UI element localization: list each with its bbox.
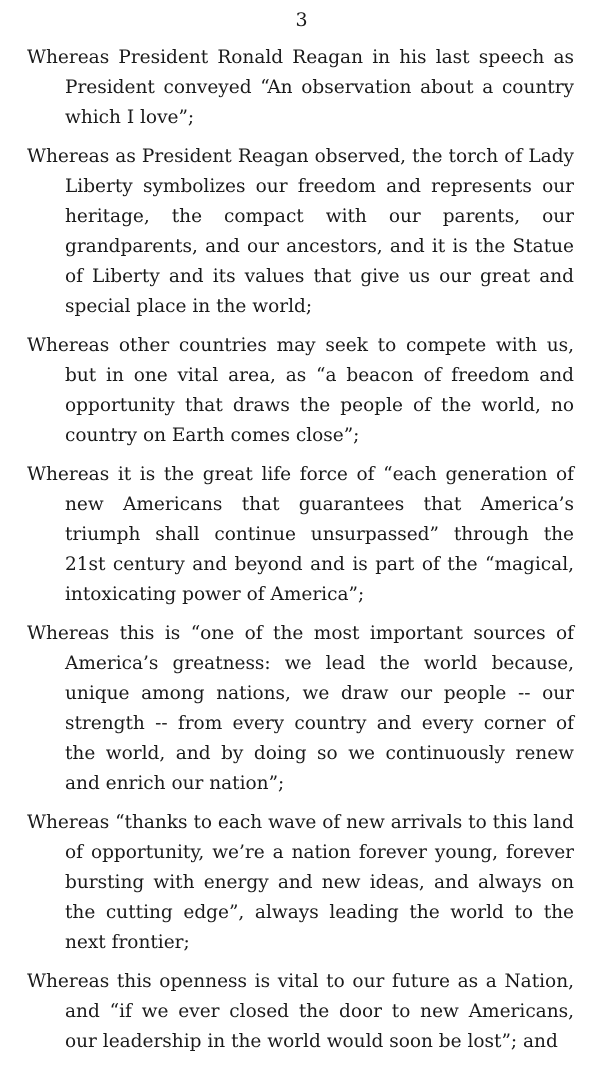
whereas-clause-2: Whereas as President Reagan observed, the torch of Lady Liberty symbolizes our freedom and represents our heritage, the compact with our parents, our grandparents, and our ancestors, and it is the Statue of Liberty and its values that give us our great and special place in the world;	[27, 146, 574, 317]
whereas-clause-7: Whereas this openness is vital to our future as a Nation, and “if we ever closed the door to new Americans, our leadership in the world would soon be lost”; and	[27, 971, 574, 1052]
whereas-clause-6: Whereas “thanks to each wave of new arrivals to this land of opportunity, we’re a nation forever young, forever bursting with energy and new ideas, and always on the cutting edge”, always leading the world to the next frontier;	[27, 812, 574, 953]
page-number: 3	[295, 9, 308, 31]
whereas-clause-4: Whereas it is the great life force of “each generation of new Americans that guarantees that America’s triumph shall continue unsurpassed” through the 21st century and beyond and is part of the “magical, intoxicating power of America”;	[27, 464, 574, 605]
resolution-text	[27, 43, 574, 1066]
whereas-clause-3: Whereas other countries may seek to compete with us, but in one vital area, as “a beacon of freedom and opportunity that draws the people of the world, no country on Earth comes close”;	[27, 335, 574, 446]
whereas-clause-1: Whereas President Ronald Reagan in his last speech as President conveyed “An observation about a country which I love”;	[27, 47, 574, 128]
whereas-clause-5: Whereas this is “one of the most important sources of America’s greatness: we lead the world because, unique among nations, we draw our people -- our strength -- from every country and every corner of the world, and by doing so we continuously renew and enrich our nation”;	[27, 623, 574, 794]
